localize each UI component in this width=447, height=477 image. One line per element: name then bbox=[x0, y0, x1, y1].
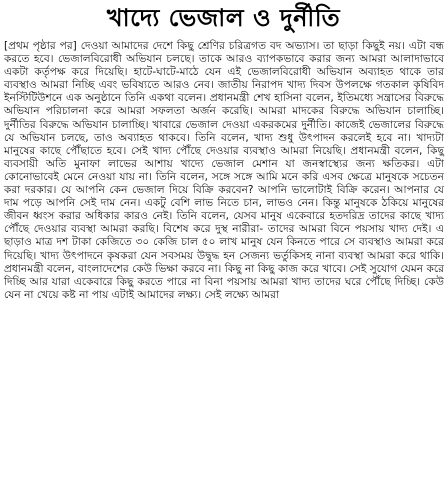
article-body bbox=[0, 38, 447, 302]
article-body-text: দেওয়া আমাদের দেশে কিছু শ্রেণির চরিত্রগত বদ অভ্যাস। তা ছাড়া কিছুই নয়। এটা বন্ধ করতে হবে। ভেজালবিরোধী অভিযান চলছে। তাকে আরও ব্যাপকভাবে করার জন্য আমরা আলাদাভাবে একটা কর্তৃপক্ষ করে দিয়েছি। হাটে-ঘাটে-মাঠে যেন এই ভেজালবিরোধী অভিযান অব্যাহত থাকে তার ব্যবস্থাও আমরা নিচ্ছি এবং ভবিষ্যতে আরও নেব। জাতীয় নিরাপদ খাদ্য দিবস উপলক্ষে গতকাল কৃষিবিদ ইনস্টিটিউশনে এক অনুষ্ঠানে তিনি একথা বলেন। প্রধানমন্ত্রী শেখ হাসিনা বলেন, ইতিমধ্যে সন্ত্রাসের বিরুদ্ধে অভিযান পরিচালনা করে আমরা সফলতা অর্জন করেছি। আমরা মাদকের বিরুদ্ধে অভিযান চালাচ্ছি। দুর্নীতির বিরুদ্ধে অভিযান চালাচ্ছি। খাবারে ভেজাল দেওয়া একরকমের দুর্নীতি। কাজেই ভেজালের বিরুদ্ধে যে অভিযান চলছে, তাও অব্যাহত থাকবে। তিনি বলেন, খাদ্য শুধু উৎপাদন করলেই হবে না। খাদ্যটা মানুষের কাছে পৌঁছাতে হবে। সেই খাদ্য পৌঁছে দেওয়ার ব্যবস্থাও আমরা নিয়েছি। প্রধানমন্ত্রী বলেন, কিছু ব্যবসায়ী অতি মুনাফা লাভের আশায় খাদ্যে ভেজাল মেশান যা জনস্বাস্থ্যের জন্য ক্ষতিকর। এটা কোনোভাবেই মেনে নেওয়া যায় না। তিনি বলেন, সঙ্গে সঙ্গে আমি মনে করি এসব ক্ষেত্রে মানুষকে সচেতন করা দরকার। যে আপনি কেন ভেজাল দিয়ে বিক্রি করবেন? আপনি ভালোটাই বিক্রি করেন। আপনার যে দাম পড়ে আপনি সেই দাম নেন। একটু বেশি লাভ নিতে চান, লাভও নেন। কিন্তু মানুষকে ঠকিয়ে মানুষের জীবন ধ্বংস করার অধিকার কারও নেই। তিনি বলেন, যেসব মানুষ একেবারে হতদরিদ্র তাদের কাছে খাদ্য পৌঁছে দেওয়ার ব্যবস্থা আমরা করছি। বিশেষ করে দুস্থ নারীরা- তাদের আমরা বিনে পয়সায় খাদ্য দেই। এ ছাড়াও মাত্র দশ টাকা কেজিতে ৩০ কেজি চাল ৫০ লাখ মানুষ যেন কিনতে পারে সে ব্যবস্থাও আমরা করে দিয়েছি। খাদ্য উৎপাদনে কৃষকরা যেন সবসময় উদ্বুদ্ধ হন সেজন্য ভর্তুকিসহ নানা ব্যবস্থা আমরা করে থাকি। প্রধানমন্ত্রী বলেন, বাংলাদেশের কেউ ভিক্ষা করবে না। কিছু না কিছু কাজ করে খাবে। সেই সুযোগ যেমন করে দিচ্ছি আর যারা একেবারে কিছু করতে পারে না বিনা পয়সায় আমরা খাদ্য তাদের ঘরে পৌঁছে দিচ্ছি। কেউ যেন না খেয়ে কষ্ট না পায় এটাই আমাদের লক্ষ্য। সেই লক্ষ্যে আমরা bbox=[4, 40, 445, 301]
article-headline: খাদ্যে ভেজাল ও দুর্নীতি bbox=[106, 3, 341, 32]
article-paragraph bbox=[4, 40, 444, 302]
continued-from-label: [প্রথম পৃষ্ঠার পর] bbox=[4, 40, 81, 52]
